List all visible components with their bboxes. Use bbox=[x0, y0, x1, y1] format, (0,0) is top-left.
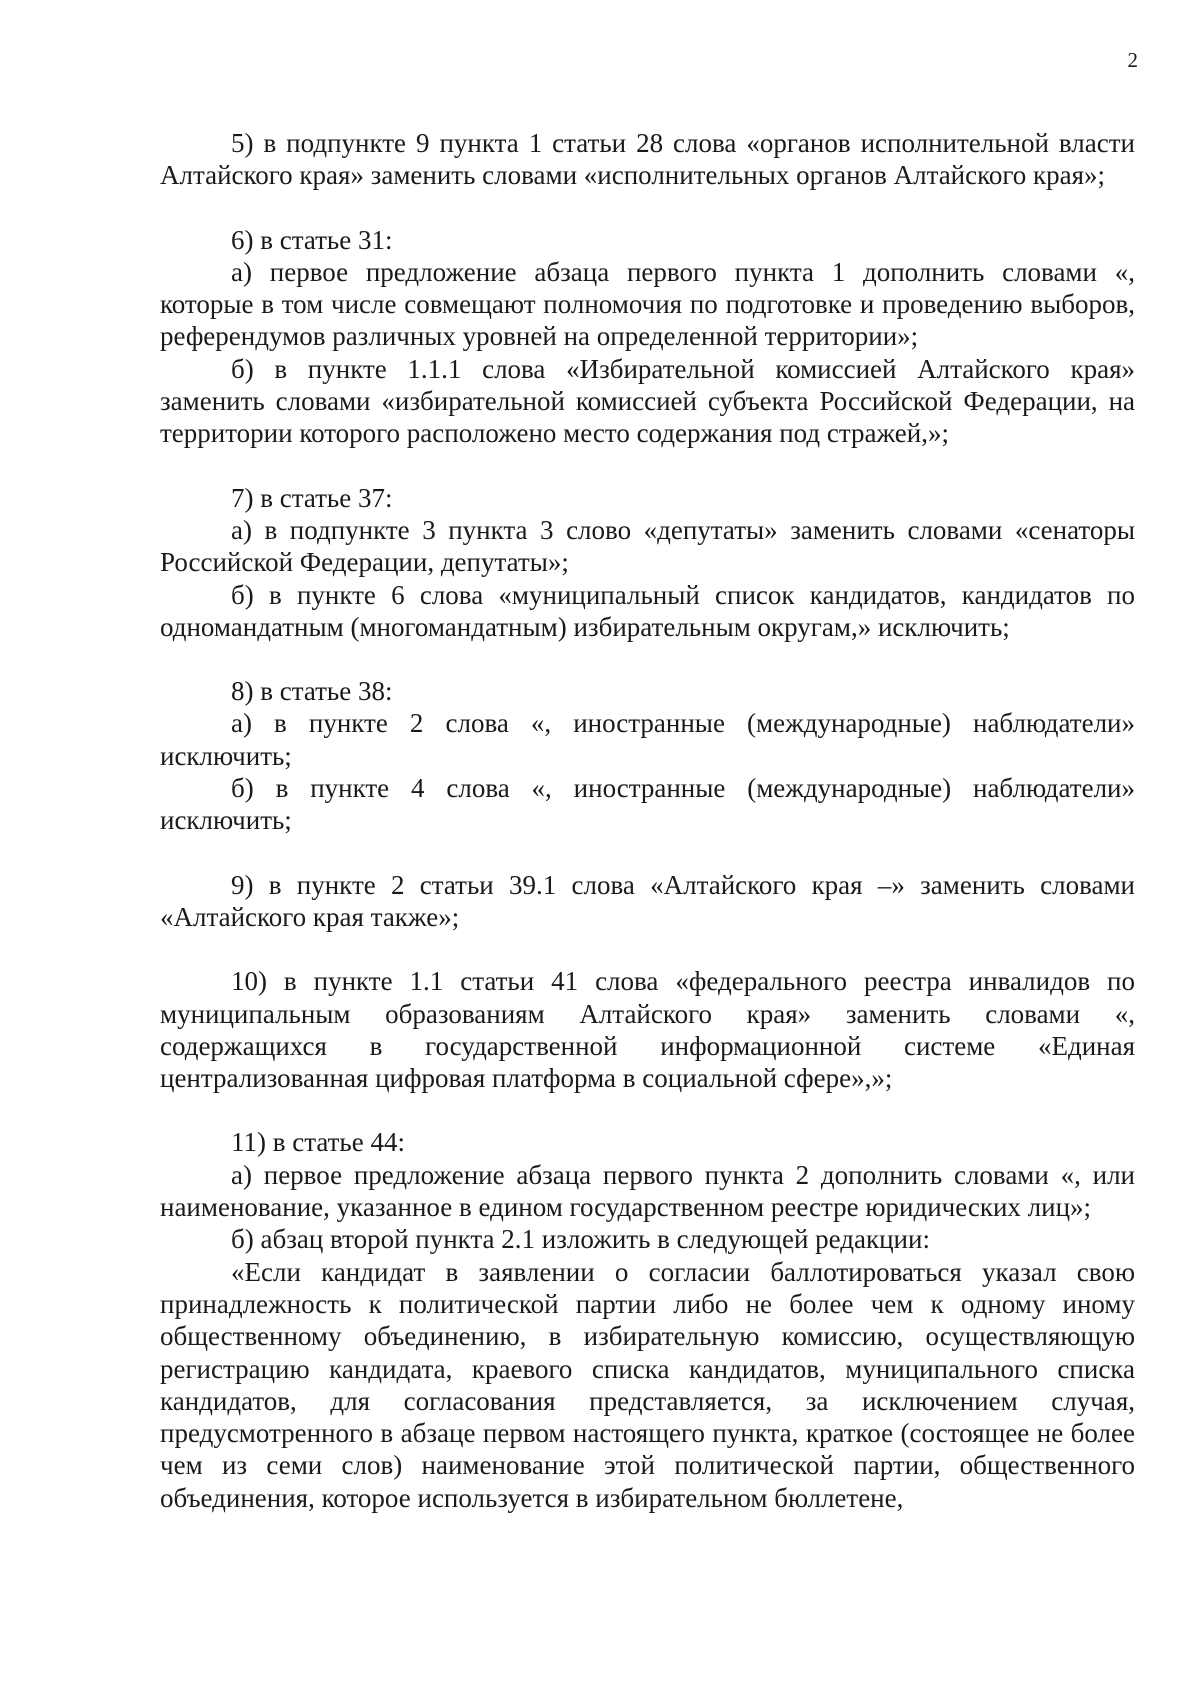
amendment-item-8 bbox=[160, 675, 1135, 836]
paragraph: б) в пункте 6 слова «муниципальный список кандидатов, кандидатов по одномандатным (многомандатным) избирательным округам,» исключить; bbox=[160, 579, 1135, 642]
paragraph: 7) в статье 37: bbox=[231, 482, 393, 513]
amendment-item-9 bbox=[160, 869, 1135, 934]
amendment-item-5 bbox=[160, 127, 1135, 192]
document-body bbox=[160, 127, 1135, 1514]
paragraph: 11) в статье 44: bbox=[231, 1127, 405, 1158]
amendment-item-6 bbox=[160, 224, 1135, 450]
paragraph: «Если кандидат в заявлении о согласии баллотироваться указал свою принадлежность к политической партии либо не более чем к одному иному общественному объединению, в избирательную комиссию, осуществляющую регистрацию кандидата, краевого списка кандидатов, муниципального списка кандидатов, для согласования представляется, за исключением случая, предусмотренного в абзаце первом настоящего пункта, краткое (состоящее не более чем из семи слов) наименование этой политической партии, общественного объединения, которое используется в избирательном бюллетене, bbox=[160, 1256, 1135, 1513]
paragraph: 9) в пункте 2 статьи 39.1 слова «Алтайского края –» заменить словами «Алтайского края также»; bbox=[160, 869, 1135, 932]
amendment-item-10 bbox=[160, 965, 1135, 1094]
paragraph: б) в пункте 4 слова «, иностранные (международные) наблюдатели» исключить; bbox=[160, 773, 1135, 836]
paragraph: а) первое предложение абзаца первого пункта 2 дополнить словами «, или наименование, указанное в едином государственном реестре юридических лиц»; bbox=[160, 1159, 1135, 1223]
paragraph: 5) в подпункте 9 пункта 1 статьи 28 слова «органов исполнительной власти Алтайского края» заменить словами «исполнительных органов Алтайского края»; bbox=[160, 128, 1135, 191]
paragraph: а) в подпункте 3 пункта 3 слово «депутаты» заменить словами «сенаторы Российской Федерации, депутаты»; bbox=[160, 514, 1135, 578]
paragraph: 8) в статье 38: bbox=[231, 676, 393, 707]
paragraph: б) в пункте 1.1.1 слова «Избирательной комиссией Алтайского края» заменить словами «избирательной комиссией субъекта Российской Федерации, на территории которого расположено место содержания под стражей,»; bbox=[160, 353, 1135, 449]
amendment-item-11 bbox=[160, 1126, 1135, 1514]
paragraph: а) в пункте 2 слова «, иностранные (международные) наблюдатели» исключить; bbox=[160, 708, 1135, 771]
paragraph: 10) в пункте 1.1 статьи 41 слова «федерального реестра инвалидов по муниципальным образованиям Алтайского края» заменить словами «, содержащихся в государственной информационной системе «Единая централизованная цифровая платформа в социальной сфере»,»; bbox=[160, 966, 1135, 1094]
paragraph: 6) в статье 31: bbox=[231, 224, 393, 255]
paragraph: а) первое предложение абзаца первого пункта 1 дополнить словами «, которые в том числе совмещают полномочия по подготовке и проведению выборов, референдумов различных уровней на определенной территории»; bbox=[160, 256, 1135, 352]
page-number: 2 bbox=[1127, 48, 1138, 72]
amendment-item-7 bbox=[160, 482, 1135, 643]
paragraph: б) абзац второй пункта 2.1 изложить в следующей редакции: bbox=[231, 1224, 930, 1255]
